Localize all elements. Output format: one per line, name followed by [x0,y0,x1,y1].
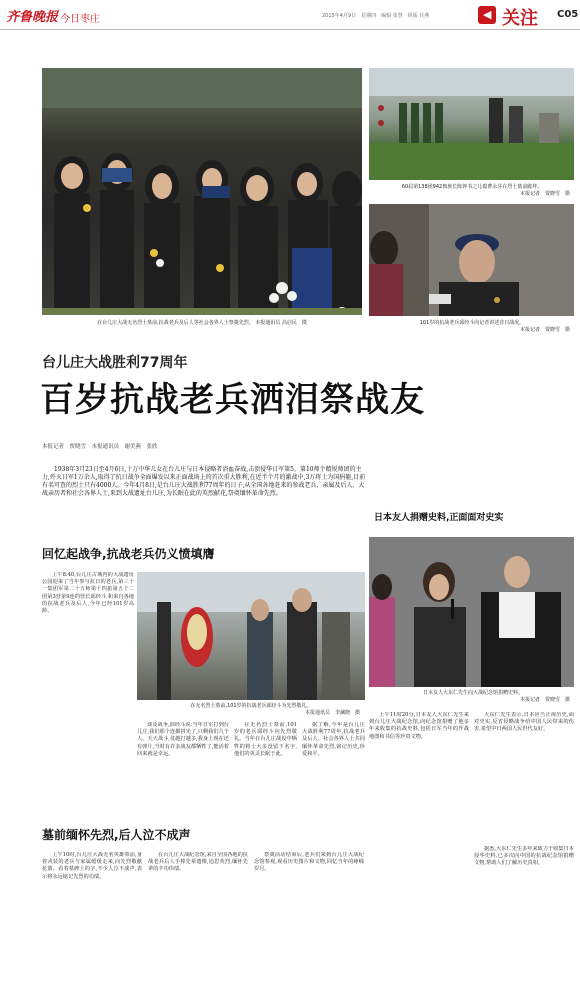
dateline: 2015年4月9日 星期四 编辑 张慧 组版 任燕 [322,13,430,19]
photo2-caption: 60届第138团942旗族长陈钟书之儿媳曹永芬在烈士墓前跪拜。 [401,184,543,190]
newspaper-logo: 齐鲁晚报 [6,10,59,25]
section-heading-2: 墓前缅怀先烈,后人泣不成声 [42,828,191,842]
page-number: C05 [557,9,579,20]
article-col-1: 上午8:40,台儿庄古城内的大战遗址公园迎来了当年参与抗日的老兵,第三十一集团军第二十五师第十四旅第五十二团第3营第9连的营长邱经斗,和来自各地的抗战老兵及后人,今年已经101岁高龄。 [42,572,134,615]
photo2-credit: 本报记者 贾晓雪 摄 [519,191,570,197]
veteran-illustration [369,204,574,316]
photo3-credit: 本报记者 贾晓雪 摄 [519,327,570,333]
article-byline: 本报记者 贾晓雪 本报通讯员 谢美燕 张欣 [42,444,158,450]
article-col-8: 上午11时20分,日本友人大东仁先生来到台儿庄大战纪念馆,向纪念馆捐赠了他多年来收集的抗战史料,包括日军当年的作战地图和书信等珍贵文物。 [369,712,469,740]
article-col-3: 在无名烈士墓前,101岁的老兵邱经斗向先烈敬礼。当年在台儿庄战役中牺牲的将士大多没留下名字,他们的英灵长眠于此。 [234,722,297,757]
photo-memorial-crowd [42,68,362,315]
article-col-10: 据悉,大东仁先生多年来致力于收集日本侵华史料,已多次向中国的抗战纪念馆捐赠文物,帮助人们了解历史真相。 [474,846,574,867]
donation-illustration [369,537,574,687]
photo-kneeling-relative [369,68,574,180]
article-col-6: 在台儿庄大战纪念馆,来自全国各地的抗战老兵后人手捧先辈遗像,追思英烈,缅怀先辈的丰功伟绩。 [148,852,248,873]
salute-illustration [137,572,365,700]
photo5-credit: 本报记者 贾晓雪 摄 [519,697,570,703]
article-col-7: 祭奠活动结束后,老兵们来到台儿庄大战纪念馆参观,观看历史图片和文物,回忆当年的峥嵘岁月。 [254,852,364,873]
section-heading-1: 回忆起战争,抗战老兵仍义愤填膺 [42,547,215,561]
article-subtitle: 台儿庄大战胜利77周年 [42,355,188,371]
section-name: 今日枣庄 [60,14,100,25]
article-col-5: 上午10时,台儿庄大战无名英雄墓前,身着戎装的老兵与家属缓缓走来,向先烈敬献花篮。看着墓碑上的字,不少人泣不成声,表示将永远铭记先烈的功绩。 [42,852,142,880]
article-col-9: 大东仁先生表示,日本应当正视历史,面对史实,反省侵略战争给中国人民带来的伤害,希望中日两国人民世代友好。 [474,712,574,733]
article-title: 百岁抗战老兵洒泪祭战友 [40,380,425,420]
photo-veteran-salute [137,572,365,700]
crowd-illustration [42,68,362,315]
section-badge-mark-icon: ◀ [483,8,492,21]
side-headline: 日本友人捐赠史料,正面面对史实 [374,513,504,523]
section-title: 关注 [502,8,538,29]
photo4-caption: 在无名烈士墓前,101岁的抗战老兵邱经斗为先烈敬礼。 [190,703,312,709]
photo1-caption: 在台儿庄大战无名烈士墓前,抗战老兵及后人等社会各界人士祭奠先烈。 本报通讯员 高启民 摄 [97,320,307,326]
photo4-credit: 本报通讯员 李澜晓 摄 [304,710,360,716]
photo-veteran-portrait [369,204,574,316]
soldiers-illustration [369,68,574,180]
photo3-caption: 101岁的抗战老兵邱经斗向记者讲述昔日战况。 [419,320,525,326]
photo5-caption: 日本友人大东仁先生向大战纪念馆捐赠史料。 [422,690,523,696]
article-col-2: 谈及战争,邱经斗说:当年日军打到台儿庄,我们那个连都拼光了,只剩我们几个人。天天战斗,仗越打越多,我身上现在还有弹片,当时有许多战友都牺牲了,能活着回来就是幸运。 [137,722,229,757]
photo-donation [369,537,574,687]
article-lead: 1938年3月23日至4月6日,十万中华儿女在台儿庄与日本侵略者浴血奋战,击溃侵华日军第5、第10师个精锐师团的主力,歼灭日军1万余人,取得了抗日战争全面爆发以来正面战场上的首次重大胜利,在近半个月的激战中,3万将士为国捐躯,目前有名可查的烈士只有4000人。今年4月8日,是台儿庄大战胜利77周年的日子,从全国各地赶来的参战老兵、亲属及后人、大战亲历者和社会各界人士,来到大战遗址台儿庄,为长眠在此的英烈献花,祭奠缅怀革命先烈。 [42,466,366,497]
article-col-4: 据了解,今年是台儿庄大战胜利77周年,抗战老兵及后人、社会各界人士共同缅怀革命先烈,铭记历史,珍爱和平。 [302,722,365,757]
